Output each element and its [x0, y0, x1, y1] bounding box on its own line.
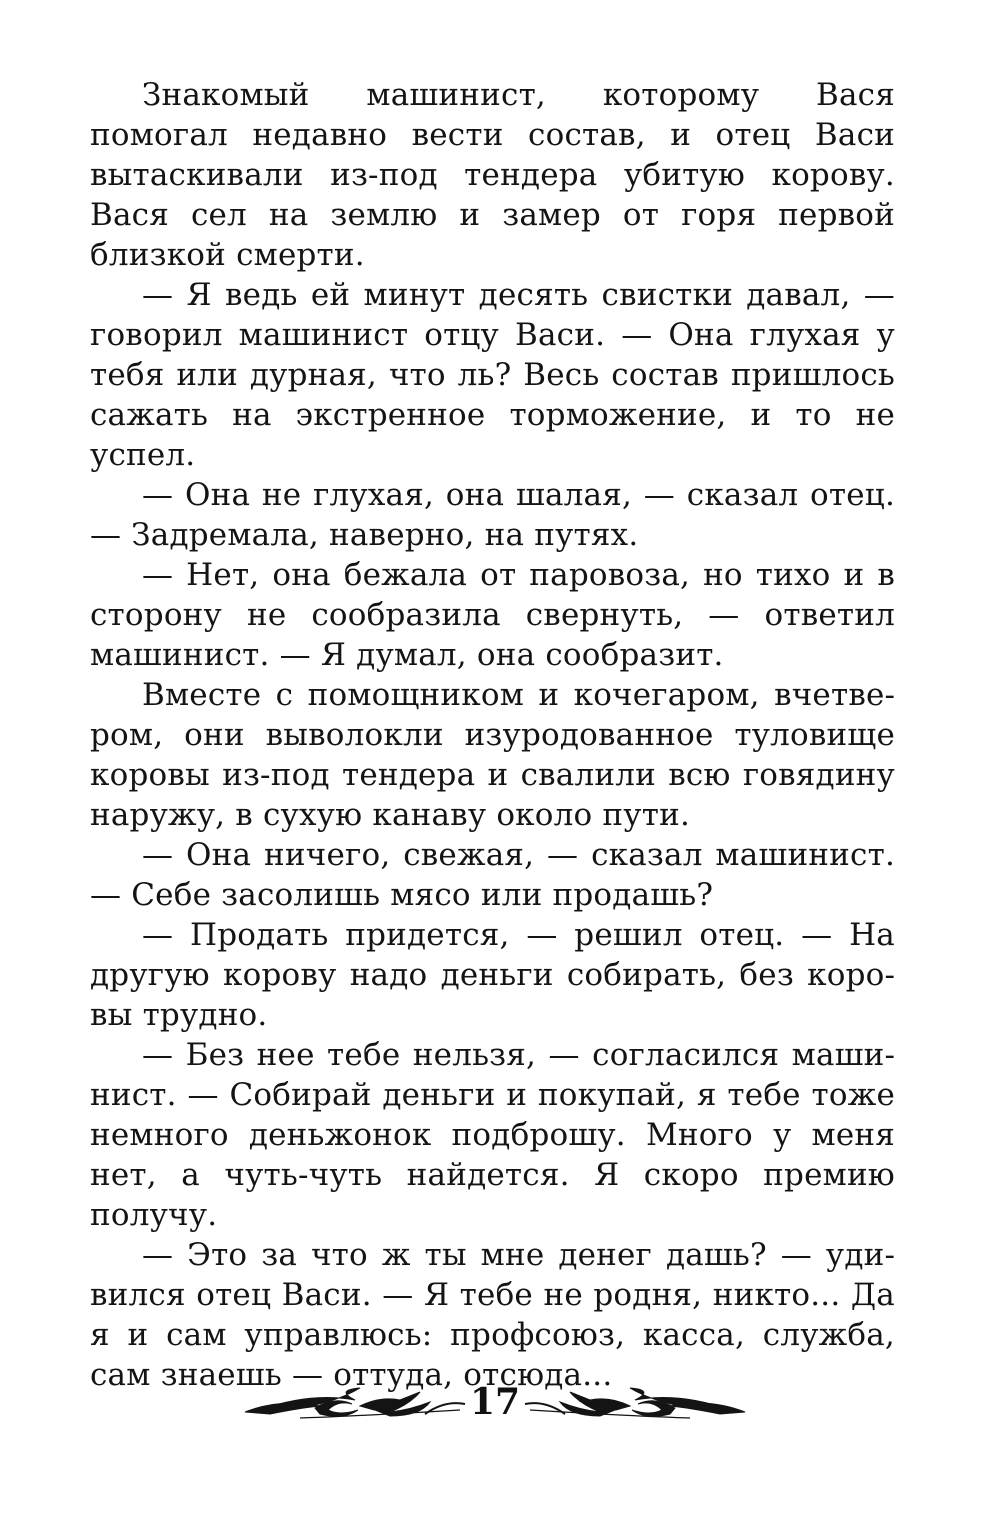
paragraph-2: — Я ведь ей минут десять свистки давал, — говорил машинист отцу Васи. — Она глухая у тебя или дурная, что ль? Весь состав пришлось сажать на экстренное торможение, и то не успел.: [90, 277, 895, 473]
paragraph-6: — Она ничего, свежая, — сказал машинист. — Себе засолишь мясо или продашь?: [90, 837, 895, 913]
paragraph-8: — Без нее тебе нельзя, — согласился машинист. — Собирай деньги и покупай, я тебе тоже немного деньжонок подброшу. Много у меня нет, а чуть-чуть найдется. Я скоро премию получу.: [90, 1037, 895, 1233]
paragraph-7: — Продать придется, — решил отец. — На другую корову надо деньги собирать, без коровы трудно.: [90, 917, 895, 1033]
page-body: [90, 75, 895, 1395]
paragraph-9: — Это за что ж ты мне денег дашь? — удивился отец Васи. — Я тебе не родня, никто... Да я и сам управлюсь: профсоюз, касса, служба, сам знаешь — оттуда, отсюда...: [90, 1237, 895, 1393]
page-number: 17: [469, 1381, 521, 1423]
paragraph-4: — Нет, она бежала от паровоза, но тихо и в сторону не сообразила свернуть, — ответил машинист. — Я думал, она сообразит.: [90, 557, 895, 673]
paragraph-1: Знакомый машинист, которому Вася помогал недавно вести состав, и отец Васи вытаскивали из-под тендера убитую корову. Вася сел на землю и замер от горя первой близкой смерти.: [90, 77, 895, 273]
paragraph-5: Вместе с помощником и кочегаром, вчетвером, они выволокли изуродованное туловище коровы из-под тендера и свалили всю говядину наружу, в сухую канаву около пути.: [90, 677, 895, 833]
page-footer: [240, 1370, 750, 1440]
paragraph-3: — Она не глухая, она шалая, — сказал отец. — Задремала, наверно, на путях.: [90, 477, 895, 553]
